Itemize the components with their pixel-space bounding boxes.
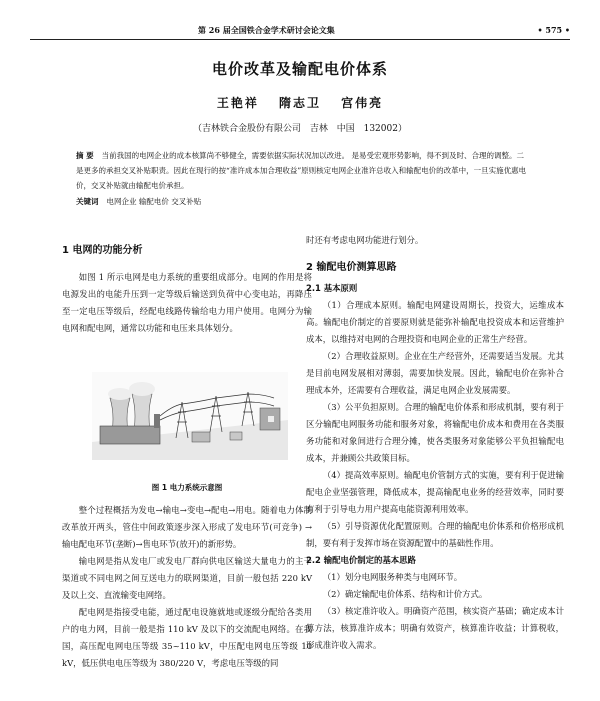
figure-1-caption: 图 1 电力系统示意图 <box>151 483 223 492</box>
principle-item: （1）合理成本原则。输配电网建设周期长，投资大，运维成本高。输配电价制定的首要原则就是能弥补输配电投资成本和运营维护成本，以维持对电网的合理投资和电网企业的正常生产经营。 <box>306 300 564 344</box>
abstract-text: 当前我国的电网企业的成本核算尚不够健全，需要依据实际状况加以改进。 是易受宏观形势影响，得不到及时、合理的调整。二是更多的承担交叉补贴职责。因此在现行的按“准许成本加合理收益”原则核定电网企业准许总收入和输配电价的改革中，一旦实施优惠电价，交叉补贴就由输配电价承担。 <box>76 151 527 190</box>
paragraph-transmission: 输电网是指从发电厂或发电厂群向供电区输送大量电力的主干渠道或不同电网之间互送电力的联网渠道，目前一般包括 220 kV 及以上交、直流输变电网络。 <box>62 556 312 600</box>
section-2-heading: 2 输配电价测算思路 <box>306 262 397 273</box>
paper-title: 电价改革及输配电价体系 <box>211 60 388 78</box>
principle-item: （4）提高效率原则。输配电价管制方式的实施，要有利于促进输配电企业坚强管理，降低成本，提高输配电业务的经营效率，同时要有利于引导电力用户提高电能资源利用效率。 <box>306 470 564 514</box>
header-rule <box>30 39 570 40</box>
abstract <box>76 148 528 193</box>
paragraph-distribution: 配电网是指接受电能，通过配电设施就地或逐级分配给各类用户的电力网，目前一般是指 110 kV 及以下的交流配电网络。在我国，高压配电网电压等级 35~110 kV，中压配电网电压等级 10 kV，低压供电电压等级为 380/220 V，考虑电压等级的同 <box>62 607 312 668</box>
journal-title: 第 26 届全国铁合金学术研讨会论文集 <box>198 25 335 35</box>
paragraph-grid-intro: 如图 1 所示电网是电力系统的重要组成部分。电网的作用是将电源发出的电能升压到一定等级后输送到负荷中心变电站，再降压至一定电压等级后，经配电线路传输给电力用户使用。电网分为输电网和配电网，通常以功能和电压来具体划分。 <box>62 272 312 333</box>
keywords-label: 关键词 <box>76 197 99 206</box>
right-column <box>306 232 564 654</box>
principle-item: （3）公平负担原则。合理的输配电价体系和形成机制，要有利于区分输配电网服务功能和服务对象，将输配电价成本和费用在各类服务功能和对象间进行合理分摊，使各类服务对象能够公平负担输配电成本，并兼顾公共政策目标。 <box>306 402 564 463</box>
page-number: • 575 • <box>537 25 570 35</box>
keywords-text: 电网企业 输配电价 交叉补贴 <box>106 197 202 206</box>
left-column-top <box>62 242 312 337</box>
subsection-2-2-heading: 2.2 输配电价制定的基本思路 <box>306 555 416 565</box>
paragraph-process: 整个过程概括为发电→输电→变电→配电→用电。随着电力体制改革放开两头，管住中间政策逐步深入形成了发电环节(可竞争) →输电配电环节(垄断)→售电环节(放开)的新形势。 <box>62 505 312 549</box>
power-system-figure <box>92 372 288 460</box>
abstract-label: 摘 要 <box>76 151 94 160</box>
principle-item: （5）引导资源优化配置原则。合理的输配电价体系和价格形成机制，要有利于发挥市场在资源配置中的基础性作用。 <box>306 521 564 548</box>
power-system-illustration <box>92 372 288 460</box>
step-item: （1）划分电网服务种类与电网环节。 <box>322 572 463 582</box>
authors: 王艳祥 隋志卫 宫伟亮 <box>216 96 384 110</box>
step-item: （3）核定准许收入。明确资产范围，核实资产基础；确定成本计算方法，核算准许成本；明确有效资产，核算准许收益；计算税收，形成准许收入需求。 <box>306 606 564 650</box>
principle-item: （2）合理收益原则。企业在生产经营外，还需要适当发展。尤其是目前电网发展相对薄弱，需要加快发展。因此，输配电价在弥补合理成本外，还需要有合理收益，满足电网企业发展需要。 <box>306 351 564 395</box>
running-head <box>30 22 570 38</box>
step-item: （2）确定输配电价体系、结构和计价方式。 <box>322 589 488 599</box>
keywords <box>76 195 528 209</box>
subsection-2-1-heading: 2.1 基本原则 <box>306 283 358 293</box>
affiliation: （吉林铁合金股份有限公司 吉林 中国 132002） <box>193 124 407 134</box>
paragraph-continued: 时还有考虑电网功能进行划分。 <box>306 235 424 245</box>
left-column-bottom <box>62 502 312 672</box>
section-1-heading: 1 电网的功能分析 <box>62 245 143 256</box>
